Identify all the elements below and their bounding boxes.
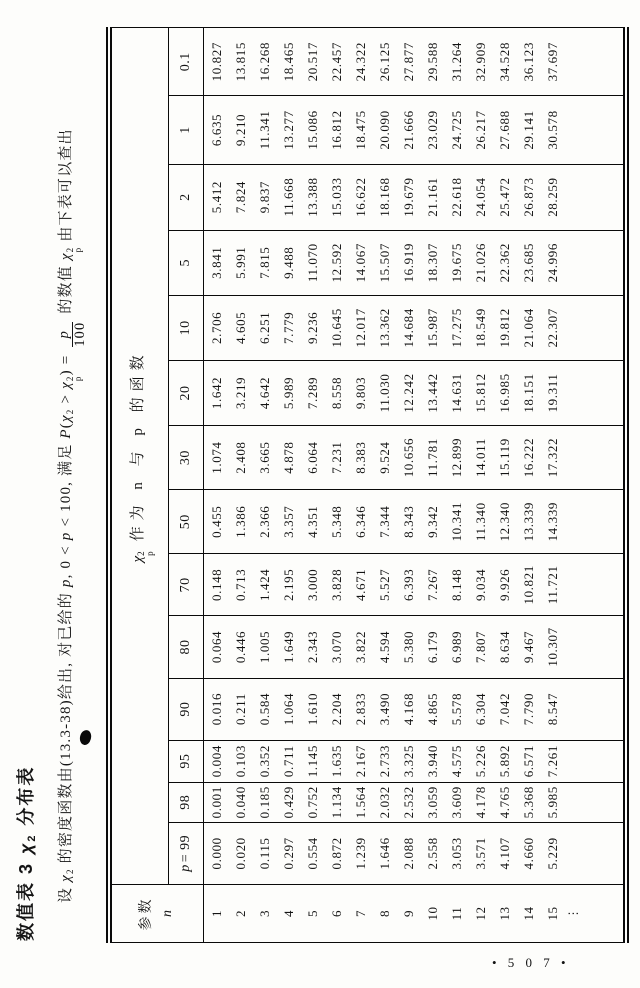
value-cell: 5.985 [540, 782, 564, 822]
value-cell: 17.275 [444, 295, 468, 360]
value-cell: 1.642 [204, 360, 229, 425]
col-header-p99: p= 99 [169, 822, 204, 884]
value-cell: 0.554 [300, 822, 324, 884]
value-cell: 5.348 [324, 490, 348, 554]
value-cell: 6.251 [252, 295, 276, 360]
value-cell: 15.987 [420, 295, 444, 360]
value-cell: 6.179 [420, 616, 444, 678]
value-cell: 18.168 [372, 164, 396, 230]
value-cell: 11.341 [252, 96, 276, 164]
value-cell: 0.352 [252, 740, 276, 782]
table-row [492, 28, 516, 943]
value-cell: 4.178 [468, 782, 492, 822]
n-symbol: n [159, 909, 175, 917]
value-cell: 6.989 [444, 616, 468, 678]
value-cell: 0.713 [228, 554, 252, 616]
value-cell: 11.340 [468, 490, 492, 554]
chi-squared-symbol: χ 2 [58, 868, 75, 882]
empty-cell [564, 360, 626, 425]
value-cell: 17.322 [540, 426, 564, 490]
value-cell: 6.635 [204, 96, 229, 164]
value-cell: 13.362 [372, 295, 396, 360]
value-cell: 0.429 [276, 782, 300, 822]
value-cell: 10.645 [324, 295, 348, 360]
value-cell: 1.239 [348, 822, 372, 884]
row-label: 5 [304, 909, 320, 917]
value-cell: 6.393 [396, 554, 420, 616]
row-label: 1 [208, 909, 224, 917]
col-header: 50 [169, 490, 204, 554]
value-cell: 20.517 [300, 28, 324, 96]
value-cell: 2.167 [348, 740, 372, 782]
empty-cell [564, 230, 626, 295]
table-row [300, 28, 324, 943]
chi-squared-p-symbol: χ 2 p [58, 375, 84, 389]
value-cell: 2.833 [348, 678, 372, 740]
value-cell: 10.341 [444, 490, 468, 554]
row-label: 13 [496, 906, 512, 921]
value-cell: 9.488 [276, 230, 300, 295]
value-cell: 7.815 [252, 230, 276, 295]
table-row [540, 28, 564, 943]
value-cell: 3.828 [324, 554, 348, 616]
value-cell: 9.803 [348, 360, 372, 425]
table-row [348, 28, 372, 943]
value-cell: 2.032 [372, 782, 396, 822]
value-cell: 3.940 [420, 740, 444, 782]
value-cell: 3.219 [228, 360, 252, 425]
span-header-text: 作为 n 与 p 的函数 [129, 349, 146, 542]
value-cell: 22.307 [540, 295, 564, 360]
value-cell: 7.261 [540, 740, 564, 782]
value-cell: 12.340 [492, 490, 516, 554]
value-cell: 22.362 [492, 230, 516, 295]
value-cell: 34.528 [492, 28, 516, 96]
value-cell: 30.578 [540, 96, 564, 164]
page-title [12, 766, 38, 941]
value-cell: 3.053 [444, 822, 468, 884]
value-cell: 0.064 [204, 616, 229, 678]
span-header [109, 28, 169, 885]
value-cell: 12.017 [348, 295, 372, 360]
value-cell: 4.351 [300, 490, 324, 554]
value-cell: 5.229 [540, 822, 564, 884]
value-cell: 10.656 [396, 426, 420, 490]
value-cell: 5.226 [468, 740, 492, 782]
value-cell: 0.115 [252, 822, 276, 884]
value-cell: 13.277 [276, 96, 300, 164]
value-cell: 24.725 [444, 96, 468, 164]
value-cell: 27.688 [492, 96, 516, 164]
value-cell: 3.571 [468, 822, 492, 884]
value-cell: 23.029 [420, 96, 444, 164]
value-cell: 21.161 [420, 164, 444, 230]
value-cell: 7.289 [300, 360, 324, 425]
col-header: 80 [169, 616, 204, 678]
value-cell: 18.307 [420, 230, 444, 295]
value-cell: 19.311 [540, 360, 564, 425]
value-cell: 11.721 [540, 554, 564, 616]
value-cell: 1.064 [276, 678, 300, 740]
value-cell: 16.222 [516, 426, 540, 490]
value-cell: 22.618 [444, 164, 468, 230]
value-cell: 7.779 [276, 295, 300, 360]
value-cell: 10.307 [540, 616, 564, 678]
col-header: 5 [169, 230, 204, 295]
value-cell: 0.185 [252, 782, 276, 822]
table-row [468, 28, 492, 943]
value-cell: 5.368 [516, 782, 540, 822]
value-cell: 0.584 [252, 678, 276, 740]
value-cell: 12.242 [396, 360, 420, 425]
value-cell: 11.781 [420, 426, 444, 490]
row-label: 14 [520, 906, 536, 921]
empty-cell [564, 822, 626, 884]
value-cell: 2.408 [228, 426, 252, 490]
value-cell: 7.790 [516, 678, 540, 740]
empty-cell [564, 740, 626, 782]
value-cell: 3.490 [372, 678, 396, 740]
empty-cell [564, 96, 626, 164]
value-cell: 5.991 [228, 230, 252, 295]
value-cell: 0.752 [300, 782, 324, 822]
value-cell: 10.821 [516, 554, 540, 616]
value-cell: 9.210 [228, 96, 252, 164]
col-header: 90 [169, 678, 204, 740]
table-row [420, 28, 444, 943]
value-cell: 3.070 [324, 616, 348, 678]
value-cell: 4.605 [228, 295, 252, 360]
value-cell: 5.578 [444, 678, 468, 740]
value-cell: 13.815 [228, 28, 252, 96]
intro-text: 设 χ 2 的密度函数由(13.3-38)给出, 对已给的 p, 0 < p < 100, 满足 P(χ 2 > χ 2 p ) = p 100 的数值 χ 2 p 由下表可以查出 [55, 128, 89, 903]
table-row [204, 28, 229, 943]
value-cell: 7.042 [492, 678, 516, 740]
value-cell: 4.168 [396, 678, 420, 740]
value-cell: 24.322 [348, 28, 372, 96]
value-cell: 9.034 [468, 554, 492, 616]
chi-squared-p-symbol: χ 2 p [129, 551, 155, 563]
value-cell: 14.631 [444, 360, 468, 425]
value-cell: 7.344 [372, 490, 396, 554]
value-cell: 16.985 [492, 360, 516, 425]
value-cell: 6.304 [468, 678, 492, 740]
value-cell: 1.145 [300, 740, 324, 782]
value-cell: 0.711 [276, 740, 300, 782]
value-cell: 21.026 [468, 230, 492, 295]
value-cell: 2.558 [420, 822, 444, 884]
chi-squared-symbol: χ 2 [16, 833, 39, 854]
value-cell: 7.267 [420, 554, 444, 616]
value-cell: 0.004 [204, 740, 229, 782]
table-number-label: 数值表 3 [16, 861, 36, 941]
table-row [252, 28, 276, 943]
row-label: 12 [472, 906, 488, 921]
value-cell: 4.107 [492, 822, 516, 884]
row-label: 7 [352, 909, 368, 917]
value-cell: 9.926 [492, 554, 516, 616]
value-cell: 7.231 [324, 426, 348, 490]
value-cell: 2.204 [324, 678, 348, 740]
value-cell: 14.011 [468, 426, 492, 490]
value-cell: 0.297 [276, 822, 300, 884]
value-cell: 8.547 [540, 678, 564, 740]
col-header: 98 [169, 782, 204, 822]
value-cell: 13.339 [516, 490, 540, 554]
value-cell: 2.366 [252, 490, 276, 554]
value-cell: 4.878 [276, 426, 300, 490]
value-cell: 5.989 [276, 360, 300, 425]
p-over-100-fraction: p 100 [55, 321, 89, 347]
parameter-label: 参数 [139, 896, 155, 931]
col-header: 30 [169, 426, 204, 490]
value-cell: 15.812 [468, 360, 492, 425]
value-cell: 8.558 [324, 360, 348, 425]
table-row [324, 28, 348, 943]
value-cell: 5.380 [396, 616, 420, 678]
value-cell: 6.346 [348, 490, 372, 554]
value-cell: 4.594 [372, 616, 396, 678]
value-cell: 2.195 [276, 554, 300, 616]
col-header: 1 [169, 96, 204, 164]
table-row [396, 28, 420, 943]
value-cell: 6.064 [300, 426, 324, 490]
value-cell: 8.148 [444, 554, 468, 616]
value-cell: 5.412 [204, 164, 229, 230]
table-row [516, 28, 540, 943]
value-cell: 2.733 [372, 740, 396, 782]
value-cell: 15.119 [492, 426, 516, 490]
value-cell: 10.827 [204, 28, 229, 96]
value-cell: 1.610 [300, 678, 324, 740]
empty-cell [564, 295, 626, 360]
value-cell: 18.151 [516, 360, 540, 425]
value-cell: 24.054 [468, 164, 492, 230]
value-cell: 3.357 [276, 490, 300, 554]
value-cell: 7.824 [228, 164, 252, 230]
value-cell: 8.634 [492, 616, 516, 678]
value-cell: 7.807 [468, 616, 492, 678]
col-header: 95 [169, 740, 204, 782]
chi-square-distribution-table [106, 27, 629, 943]
row-label: 2 [232, 909, 248, 917]
value-cell: 3.000 [300, 554, 324, 616]
value-cell: 13.442 [420, 360, 444, 425]
corner-header [109, 884, 204, 942]
value-cell: 26.125 [372, 28, 396, 96]
value-cell: 15.033 [324, 164, 348, 230]
page-number: • 5 0 7 • [492, 955, 570, 970]
value-cell: 16.622 [348, 164, 372, 230]
value-cell: 5.892 [492, 740, 516, 782]
col-header: 2 [169, 164, 204, 230]
value-cell: 16.812 [324, 96, 348, 164]
value-cell: 19.679 [396, 164, 420, 230]
value-cell: 12.592 [324, 230, 348, 295]
value-cell: 26.217 [468, 96, 492, 164]
value-cell: 1.386 [228, 490, 252, 554]
value-cell: 14.067 [348, 230, 372, 295]
row-label: 3 [256, 909, 272, 917]
value-cell: 3.059 [420, 782, 444, 822]
value-cell: 1.649 [276, 616, 300, 678]
col-header: 70 [169, 554, 204, 616]
value-cell: 24.996 [540, 230, 564, 295]
value-cell: 1.424 [252, 554, 276, 616]
value-cell: 1.074 [204, 426, 229, 490]
row-label: 9 [400, 909, 416, 917]
value-cell: 2.532 [396, 782, 420, 822]
value-cell: 1.646 [372, 822, 396, 884]
empty-cell [564, 28, 626, 96]
value-cell: 4.671 [348, 554, 372, 616]
continuation-row [564, 28, 626, 943]
value-cell: 31.264 [444, 28, 468, 96]
span-header-row [109, 28, 169, 943]
value-cell: 0.455 [204, 490, 229, 554]
chi-squared-p-symbol: χ 2 p [58, 246, 84, 261]
value-cell: 0.020 [228, 822, 252, 884]
value-cell: 14.684 [396, 295, 420, 360]
value-cell: 1.005 [252, 616, 276, 678]
value-cell: 0.040 [228, 782, 252, 822]
value-cell: 9.467 [516, 616, 540, 678]
value-cell: 2.088 [396, 822, 420, 884]
value-cell: 4.642 [252, 360, 276, 425]
row-label: 8 [376, 909, 392, 917]
value-cell: 28.259 [540, 164, 564, 230]
continuation-dots: ⋮ [566, 907, 580, 920]
row-label: 4 [280, 909, 296, 917]
col-header: 10 [169, 295, 204, 360]
value-cell: 12.899 [444, 426, 468, 490]
row-label: 11 [448, 906, 464, 921]
value-cell: 18.549 [468, 295, 492, 360]
value-cell: 3.325 [396, 740, 420, 782]
value-cell: 20.090 [372, 96, 396, 164]
value-cell: 5.527 [372, 554, 396, 616]
value-cell: 0.872 [324, 822, 348, 884]
value-cell: 3.841 [204, 230, 229, 295]
value-cell: 15.086 [300, 96, 324, 164]
value-cell: 11.070 [300, 230, 324, 295]
row-label: 6 [328, 909, 344, 917]
value-cell: 2.706 [204, 295, 229, 360]
empty-cell [564, 554, 626, 616]
probability-symbol: P [58, 428, 74, 439]
value-cell: 8.343 [396, 490, 420, 554]
value-cell: 2.343 [300, 616, 324, 678]
value-cell: 18.465 [276, 28, 300, 96]
value-cell: 0.016 [204, 678, 229, 740]
value-cell: 8.383 [348, 426, 372, 490]
value-cell: 21.064 [516, 295, 540, 360]
value-cell: 22.457 [324, 28, 348, 96]
value-cell: 4.765 [492, 782, 516, 822]
value-cell: 19.675 [444, 230, 468, 295]
value-cell: 0.001 [204, 782, 229, 822]
value-cell: 25.472 [492, 164, 516, 230]
table-row [276, 28, 300, 943]
p-symbol: p [58, 578, 74, 588]
value-cell: 4.865 [420, 678, 444, 740]
value-cell: 37.697 [540, 28, 564, 96]
value-cell: 21.666 [396, 96, 420, 164]
empty-cell [564, 678, 626, 740]
value-cell: 15.507 [372, 230, 396, 295]
value-cell: 16.268 [252, 28, 276, 96]
value-cell: 32.909 [468, 28, 492, 96]
value-cell: 19.812 [492, 295, 516, 360]
value-cell: 3.822 [348, 616, 372, 678]
value-cell: 23.685 [516, 230, 540, 295]
value-cell: 26.873 [516, 164, 540, 230]
p-header-row [169, 28, 204, 943]
value-cell: 0.000 [204, 822, 229, 884]
value-cell: 11.668 [276, 164, 300, 230]
distribution-label: 分布表 [16, 765, 36, 826]
value-cell: 27.877 [396, 28, 420, 96]
empty-cell [564, 782, 626, 822]
col-header: 20 [169, 360, 204, 425]
chi-squared-symbol: χ 2 [58, 408, 75, 422]
value-cell: 0.103 [228, 740, 252, 782]
value-cell: 4.660 [516, 822, 540, 884]
value-cell: 6.571 [516, 740, 540, 782]
row-label: 15 [544, 906, 560, 921]
p-symbol: p [58, 531, 74, 541]
empty-cell [564, 164, 626, 230]
value-cell: 0.211 [228, 678, 252, 740]
empty-cell [564, 490, 626, 554]
empty-cell [564, 616, 626, 678]
value-cell: 29.588 [420, 28, 444, 96]
value-cell: 3.665 [252, 426, 276, 490]
value-cell: 29.141 [516, 96, 540, 164]
table-row [444, 28, 468, 943]
value-cell: 9.236 [300, 295, 324, 360]
empty-cell [564, 426, 626, 490]
value-cell: 1.564 [348, 782, 372, 822]
value-cell: 9.837 [252, 164, 276, 230]
value-cell: 14.339 [540, 490, 564, 554]
value-cell: 3.609 [444, 782, 468, 822]
value-cell: 0.446 [228, 616, 252, 678]
value-cell: 1.635 [324, 740, 348, 782]
value-cell: 13.388 [300, 164, 324, 230]
value-cell: 1.134 [324, 782, 348, 822]
col-header: 0.1 [169, 28, 204, 96]
value-cell: 9.524 [372, 426, 396, 490]
value-cell: 11.030 [372, 360, 396, 425]
value-cell: 9.342 [420, 490, 444, 554]
value-cell: 16.919 [396, 230, 420, 295]
table-row [228, 28, 252, 943]
value-cell: 4.575 [444, 740, 468, 782]
value-cell: 0.148 [204, 554, 229, 616]
row-label: 10 [424, 906, 440, 921]
table-row [372, 28, 396, 943]
value-cell: 18.475 [348, 96, 372, 164]
value-cell: 36.123 [516, 28, 540, 96]
